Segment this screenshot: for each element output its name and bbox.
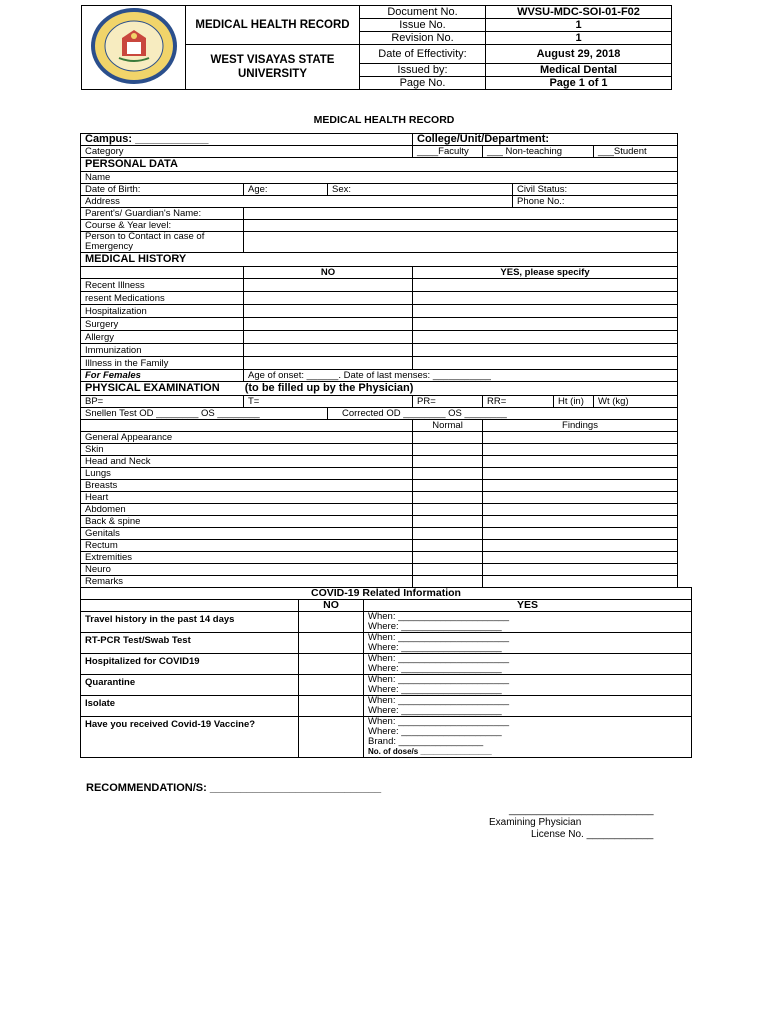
physical-exam-item: Extremities [81, 552, 413, 564]
course-input[interactable] [244, 220, 678, 232]
medical-history-item: Surgery [81, 318, 244, 331]
findings-cell[interactable] [483, 432, 678, 444]
effectivity-label: Date of Effectivity: [360, 45, 486, 64]
normal-cell[interactable] [413, 480, 483, 492]
covid-no-cell[interactable] [299, 612, 364, 633]
issue-no-value: 1 [486, 19, 672, 32]
covid-yes-cell[interactable] [364, 696, 692, 717]
covid-when-field[interactable]: When: _____________________ [368, 716, 510, 727]
findings-header: Findings [483, 420, 678, 432]
physical-exam-title: PHYSICAL EXAMINATION [85, 382, 220, 394]
normal-cell[interactable] [413, 516, 483, 528]
address-field[interactable]: Address [81, 196, 513, 208]
parents-label: Parent's/ Guardian's Name: [81, 208, 244, 220]
name-field[interactable]: Name [81, 172, 678, 184]
covid-yes-cell[interactable] [364, 675, 692, 696]
covid-doses-field[interactable]: No. of dose/s ________________ [368, 747, 492, 756]
medical-history-item: Hospitalization [81, 305, 244, 318]
physical-exam-item: Genitals [81, 528, 413, 540]
revision-no-label: Revision No. [360, 32, 486, 45]
university-seal-logo [89, 6, 179, 86]
physical-exam-item: Back & spine [81, 516, 413, 528]
covid-when-field[interactable]: When: _____________________ [368, 653, 510, 664]
medical-history-item: Recent Illness [81, 279, 244, 292]
covid-heading: COVID-19 Related Information [81, 588, 692, 600]
physical-exam-item: Abdomen [81, 504, 413, 516]
university-name: WEST VISAYAS STATE UNIVERSITY [186, 45, 360, 90]
rr-field[interactable]: RR= [483, 396, 554, 408]
covid-yes-cell[interactable] [364, 633, 692, 654]
logo-cell [82, 6, 186, 90]
for-females-label: For Females [81, 370, 244, 382]
bp-field[interactable]: BP= [81, 396, 244, 408]
emergency-contact-label: Person to Contact in case of Emergency [81, 232, 244, 253]
college-field[interactable]: College/Unit/Department: [413, 134, 678, 146]
physical-exam-item: Heart [81, 492, 413, 504]
course-label: Course & Year level: [81, 220, 244, 232]
record-title: MEDICAL HEALTH RECORD [186, 6, 360, 45]
physical-exam-item: Lungs [81, 468, 413, 480]
physical-exam-heading [81, 382, 678, 396]
temp-field[interactable]: T= [244, 396, 413, 408]
normal-cell[interactable] [413, 528, 483, 540]
covid-header-blank [81, 600, 299, 612]
findings-cell[interactable] [483, 576, 678, 588]
weight-field[interactable]: Wt (kg) [594, 396, 678, 408]
findings-cell[interactable] [483, 564, 678, 576]
medical-no-header: NO [244, 267, 413, 279]
medical-no-cell[interactable] [244, 344, 413, 357]
covid-yes-cell[interactable] [364, 654, 692, 675]
license-field[interactable]: License No. ____________ [531, 829, 654, 840]
covid-where-field[interactable]: Where: ___________________ [368, 663, 502, 674]
normal-cell[interactable] [413, 576, 483, 588]
covid-no-header: NO [299, 600, 364, 612]
category-label: Category [81, 146, 413, 158]
physical-exam-item: Rectum [81, 540, 413, 552]
physical-exam-item: Neuro [81, 564, 413, 576]
sex-field[interactable]: Sex: [328, 184, 513, 196]
covid-yes-header: YES [364, 600, 692, 612]
normal-header: Normal [413, 420, 483, 432]
covid-where-field[interactable]: Where: ___________________ [368, 684, 502, 695]
covid-when-field[interactable]: When: _____________________ [368, 695, 510, 706]
phone-field[interactable]: Phone No.: [513, 196, 678, 208]
findings-cell[interactable] [483, 552, 678, 564]
covid-no-cell[interactable] [299, 696, 364, 717]
medical-no-cell[interactable] [244, 305, 413, 318]
medical-no-cell[interactable] [244, 292, 413, 305]
page-no-label: Page No. [360, 77, 486, 90]
covid-yes-cell[interactable] [364, 717, 692, 758]
category-nonteaching[interactable]: ___ Non-teaching [483, 146, 594, 158]
medical-yes-cell[interactable] [413, 305, 678, 318]
recommendation-field[interactable]: RECOMMENDATION/S: ____________________________ [86, 782, 382, 794]
medical-yes-cell[interactable] [413, 344, 678, 357]
medical-no-cell[interactable] [244, 331, 413, 344]
covid-when-field[interactable]: When: _____________________ [368, 674, 510, 685]
covid-question: Hospitalized for COVID19 [81, 654, 299, 675]
covid-no-cell[interactable] [299, 717, 364, 758]
examining-physician-label: Examining Physician [489, 817, 582, 828]
medical-yes-cell[interactable] [413, 279, 678, 292]
dob-field[interactable]: Date of Birth: [81, 184, 244, 196]
category-faculty[interactable]: ____Faculty [413, 146, 483, 158]
normal-cell[interactable] [413, 564, 483, 576]
form-title: MEDICAL HEALTH RECORD [313, 114, 455, 126]
covid-question: Have you received Covid-19 Vaccine? [81, 717, 299, 758]
medical-yes-header: YES, please specify [413, 267, 678, 279]
page-no-value: Page 1 of 1 [486, 77, 672, 90]
normal-cell[interactable] [413, 504, 483, 516]
parents-input[interactable] [244, 208, 678, 220]
doc-no-value: WVSU-MDC-SOI-01-F02 [486, 6, 672, 19]
medical-history-item: Illness in the Family [81, 357, 244, 370]
findings-cell[interactable] [483, 480, 678, 492]
medical-yes-cell[interactable] [413, 318, 678, 331]
corrected-field[interactable]: Corrected OD ________ OS ________ [328, 408, 678, 420]
medical-no-cell[interactable] [244, 357, 413, 370]
campus-field[interactable]: Campus: ____________ [81, 134, 413, 146]
normal-cell[interactable] [413, 468, 483, 480]
physical-exam-note: (to be filled up by the Physician) [244, 382, 414, 394]
covid-question: RT-PCR Test/Swab Test [81, 633, 299, 654]
findings-cell[interactable] [483, 456, 678, 468]
covid-where-field[interactable]: Where: ___________________ [368, 621, 502, 632]
findings-cell[interactable] [483, 492, 678, 504]
medical-history-heading: MEDICAL HISTORY [81, 253, 678, 267]
covid-yes-cell[interactable] [364, 612, 692, 633]
menses-field[interactable]: Age of onset: ______. Date of last menses: ___________ [244, 370, 678, 382]
issue-no-label: Issue No. [360, 19, 486, 32]
normal-cell[interactable] [413, 552, 483, 564]
findings-cell[interactable] [483, 468, 678, 480]
effectivity-value: August 29, 2018 [486, 45, 672, 64]
physical-exam-item: Remarks [81, 576, 413, 588]
covid-question: Travel history in the past 14 days [81, 612, 299, 633]
normal-cell[interactable] [413, 456, 483, 468]
snellen-field[interactable]: Snellen Test OD ________ OS ________ [81, 408, 328, 420]
findings-cell[interactable] [483, 540, 678, 552]
physical-exam-item: Breasts [81, 480, 413, 492]
covid-where-field[interactable]: Where: ___________________ [368, 705, 502, 716]
medical-history-item: resent Medications [81, 292, 244, 305]
covid-question: Quarantine [81, 675, 299, 696]
covid-question: Isolate [81, 696, 299, 717]
issued-by-label: Issued by: [360, 64, 486, 77]
covid-no-cell[interactable] [299, 675, 364, 696]
age-field[interactable]: Age: [244, 184, 328, 196]
category-student[interactable]: ___Student [594, 146, 678, 158]
physical-exam-item: Head and Neck [81, 456, 413, 468]
covid-when-field[interactable]: When: _____________________ [368, 632, 510, 643]
personal-data-heading: PERSONAL DATA [81, 158, 678, 172]
medical-no-cell[interactable] [244, 318, 413, 331]
findings-cell[interactable] [483, 528, 678, 540]
findings-cell[interactable] [483, 516, 678, 528]
medical-history-item: Allergy [81, 331, 244, 344]
covid-table [80, 587, 692, 758]
issued-by-value: Medical Dental [486, 64, 672, 77]
findings-cell[interactable] [483, 504, 678, 516]
medical-history-item: Immunization [81, 344, 244, 357]
revision-no-value: 1 [486, 32, 672, 45]
signature-block [489, 805, 654, 841]
normal-cell[interactable] [413, 444, 483, 456]
medical-yes-cell[interactable] [413, 357, 678, 370]
covid-no-cell[interactable] [299, 633, 364, 654]
civil-status-field[interactable]: Civil Status: [513, 184, 678, 196]
medical-yes-cell[interactable] [413, 331, 678, 344]
signature-line[interactable]: __________________________ [509, 805, 654, 816]
document-header [81, 5, 672, 90]
physical-exam-item: General Appearance [81, 432, 413, 444]
covid-when-field[interactable]: When: _____________________ [368, 611, 510, 622]
medical-yes-cell[interactable] [413, 292, 678, 305]
findings-cell[interactable] [483, 444, 678, 456]
physical-exam-item: Skin [81, 444, 413, 456]
main-form-table [80, 133, 678, 588]
medical-header-blank [81, 267, 244, 279]
covid-brand-field[interactable]: Brand: ________________ [368, 736, 484, 747]
doc-no-label: Document No. [360, 6, 486, 19]
normal-cell[interactable] [413, 432, 483, 444]
pr-field[interactable]: PR= [413, 396, 483, 408]
height-field[interactable]: Ht (in) [554, 396, 594, 408]
exam-header-blank [81, 420, 413, 432]
covid-where-field[interactable]: Where: ___________________ [368, 642, 502, 653]
medical-no-cell[interactable] [244, 279, 413, 292]
covid-where-field[interactable]: Where: ___________________ [368, 726, 502, 737]
normal-cell[interactable] [413, 540, 483, 552]
emergency-contact-input[interactable] [244, 232, 678, 253]
normal-cell[interactable] [413, 492, 483, 504]
covid-no-cell[interactable] [299, 654, 364, 675]
